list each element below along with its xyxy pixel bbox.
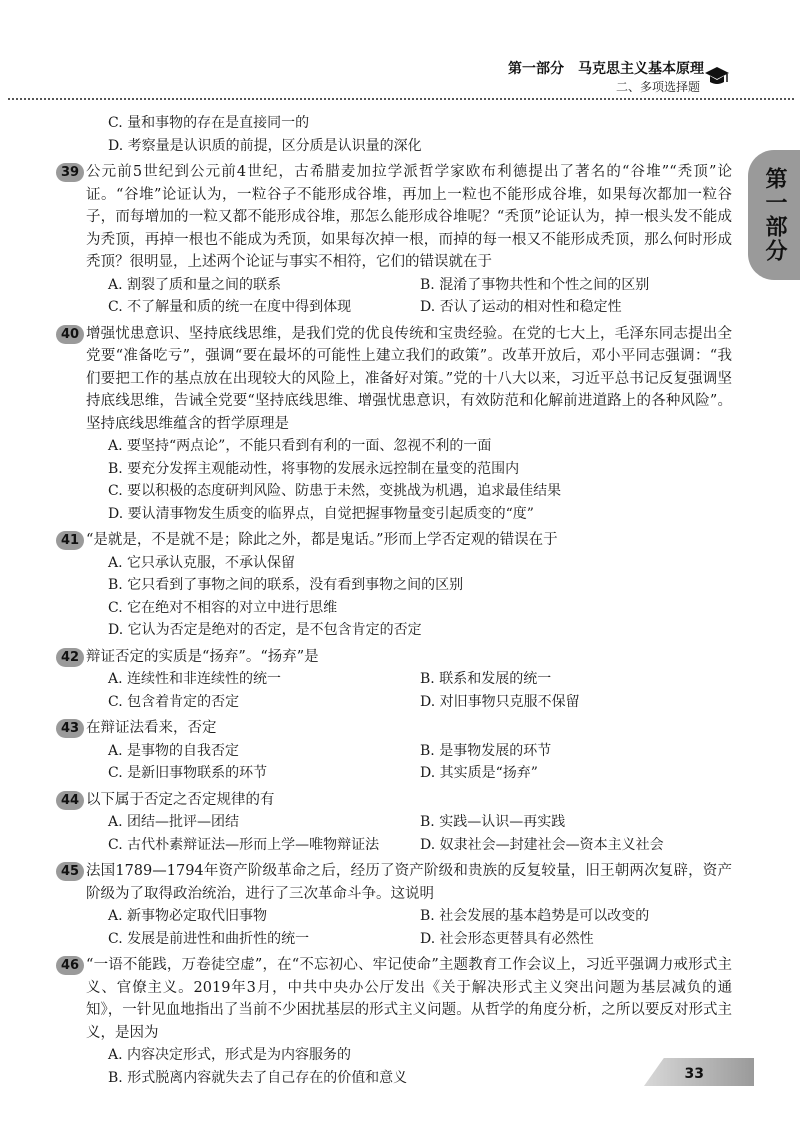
option: A. 团结—批评—团结 <box>108 814 240 830</box>
option: A. 是事物的自我否定 <box>108 742 240 759</box>
question-41 <box>60 529 732 642</box>
question-number-badge: 44 <box>56 791 84 810</box>
option-list <box>86 1044 732 1089</box>
option: B. 联系和发展的统一 <box>420 671 552 687</box>
option-list <box>86 435 732 525</box>
question-number-badge: 42 <box>56 648 84 667</box>
option: D. 否认了运动的相对性和稳定性 <box>420 299 622 315</box>
option: D. 考察量是认识质的前提，区分质是认识量的深化 <box>108 137 422 154</box>
option: A. 新事物必定取代旧事物 <box>108 908 268 924</box>
option: C. 要以积极的态度研判风险、防患于未然，变挑战为机遇，追求最佳结果 <box>108 483 562 499</box>
page-number: 33 <box>684 1066 704 1082</box>
question-number-badge: 43 <box>56 719 84 738</box>
option: C. 量和事物的存在是直接同一的 <box>108 115 310 131</box>
question-stem: 增强忧患意识、坚持底线思维，是我们党的优良传统和宝贵经验。在党的七大上，毛泽东同志提出全党要“准备吃亏”，强调“要在最坏的可能性上建立我们的政策”。改革开放后，邓小平同志强调：“我们要把工作的基点放在出现较大的风险上，准备好对策。”党的十八大以来，习近平总书记反复强调坚持底线思维，告诫全党要“坚持底线思维、增强忧患意识，有效防范和化解前进道路上的各种风险”。坚持底线思维蕴含的哲学原理是 <box>86 325 732 432</box>
question-number-badge: 46 <box>56 956 84 975</box>
question-list <box>60 112 732 1093</box>
question-stem: “是就是，不是就不是；除此之外，都是鬼话。”形而上学否定观的错误在于 <box>86 532 558 548</box>
option-list <box>86 274 732 319</box>
option: C. 不了解量和质的统一在度中得到体现 <box>108 299 352 315</box>
option: D. 其实质是“扬弃” <box>420 765 538 781</box>
header-subtitle: 二、多项选择题 <box>615 80 700 94</box>
option-list <box>86 668 732 713</box>
question-46 <box>60 954 732 1089</box>
option: A. 割裂了质和量之间的联系 <box>108 276 282 293</box>
pre-options <box>86 112 732 157</box>
option: D. 要认清事物发生质变的临界点，自觉把握事物量变引起质变的“度” <box>108 505 534 522</box>
question-stem: 以下属于否定之否定规律的有 <box>86 791 275 808</box>
question-45 <box>60 860 732 950</box>
option: B. 是事物发展的环节 <box>420 742 552 759</box>
question-stem: 法国1789—1794年资产阶级革命之后，经历了资产阶级和贵族的反复较量，旧王朝两次复辟，资产阶级为了取得政治统治，进行了三次革命斗争。这说明 <box>86 863 732 902</box>
option: C. 古代朴素辩证法—形而上学—唯物辩证法 <box>108 836 380 853</box>
question-stem: 在辩证法看来，否定 <box>86 720 217 736</box>
question-40 <box>60 323 732 526</box>
question-number-badge: 40 <box>56 325 84 344</box>
option: C. 发展是前进性和曲折性的统一 <box>108 930 310 947</box>
option: A. 内容决定形式，形式是为内容服务的 <box>108 1047 352 1063</box>
question-stem: 公元前5世纪到公元前4世纪，古希腊麦加拉学派哲学家欧布利德提出了著名的“谷堆”“秃顶”论证。“谷堆”论证认为，一粒谷子不能形成谷堆，再加上一粒也不能形成谷堆，如果每次都加一粒谷子，而每增加的一粒又都不能形成谷堆，那怎么能形成谷堆呢？“秃顶”论证认为，掉一根头发不能成为秃顶，再掉一根也不能成为秃顶，如果每次掉一根，而掉的每一根又不能形成秃顶，那么何时形成秃顶？很明显，上述两个论证与事实不相符，它们的错误就在于 <box>86 164 732 270</box>
question-stem: “一语不能践，万卷徒空虚”，在“不忘初心、牢记使命”主题教育工作会议上，习近平强调力戒形式主义、官僚主义。2019年3月，中共中央办公厅发出《关于解决形式主义突出问题为基层减负的通知》，一针见血地指出了当前不少困扰基层的形式主义问题。从哲学的角度分析，之所以要反对形式主义，是因为 <box>86 957 732 1041</box>
option-list <box>86 740 732 785</box>
graduation-cap-icon <box>704 64 730 88</box>
question-number-badge: 39 <box>56 163 84 182</box>
option: D. 它认为否定是绝对的否定，是不包含肯定的否定 <box>108 622 422 638</box>
option: C. 它在绝对不相容的对立中进行思维 <box>108 599 338 616</box>
section-side-tab: 第一部分 <box>748 150 800 280</box>
question-stem: 辩证否定的实质是“扬弃”。“扬弃”是 <box>86 648 319 665</box>
option: D. 社会形态更替具有必然性 <box>420 930 594 947</box>
question-39 <box>60 161 732 319</box>
option: B. 实践—认识—再实践 <box>420 814 566 830</box>
question-number-badge: 45 <box>56 862 84 881</box>
header-title: 第一部分 马克思主义基本原理 <box>508 61 704 77</box>
option: A. 它只承认克服，不承认保留 <box>108 554 296 571</box>
question-43 <box>60 717 732 785</box>
option: C. 包含着肯定的否定 <box>108 693 240 710</box>
option: C. 是新旧事物联系的环节 <box>108 765 268 781</box>
header-divider <box>8 98 794 100</box>
option: B. 它只看到了事物之间的联系，没有看到事物之间的区别 <box>108 577 464 593</box>
question-number-badge: 41 <box>56 531 84 550</box>
option-list <box>86 905 732 950</box>
option-list <box>86 811 732 856</box>
question-44 <box>60 789 732 857</box>
option: A. 要坚持“两点论”，不能只看到有利的一面、忽视不利的一面 <box>108 438 492 454</box>
option: A. 连续性和非连续性的统一 <box>108 671 282 687</box>
option: D. 奴隶社会—封建社会—资本主义社会 <box>420 836 664 853</box>
option: B. 混淆了事物共性和个性之间的区别 <box>420 276 650 293</box>
question-42 <box>60 646 732 714</box>
option: B. 形式脱离内容就失去了自己存在的价值和意义 <box>108 1069 408 1086</box>
option: D. 对旧事物只克服不保留 <box>420 693 580 710</box>
option-list <box>86 552 732 642</box>
option: B. 要充分发挥主观能动性，将事物的发展永远控制在量变的范围内 <box>108 460 520 477</box>
option: B. 社会发展的基本趋势是可以改变的 <box>420 908 650 924</box>
